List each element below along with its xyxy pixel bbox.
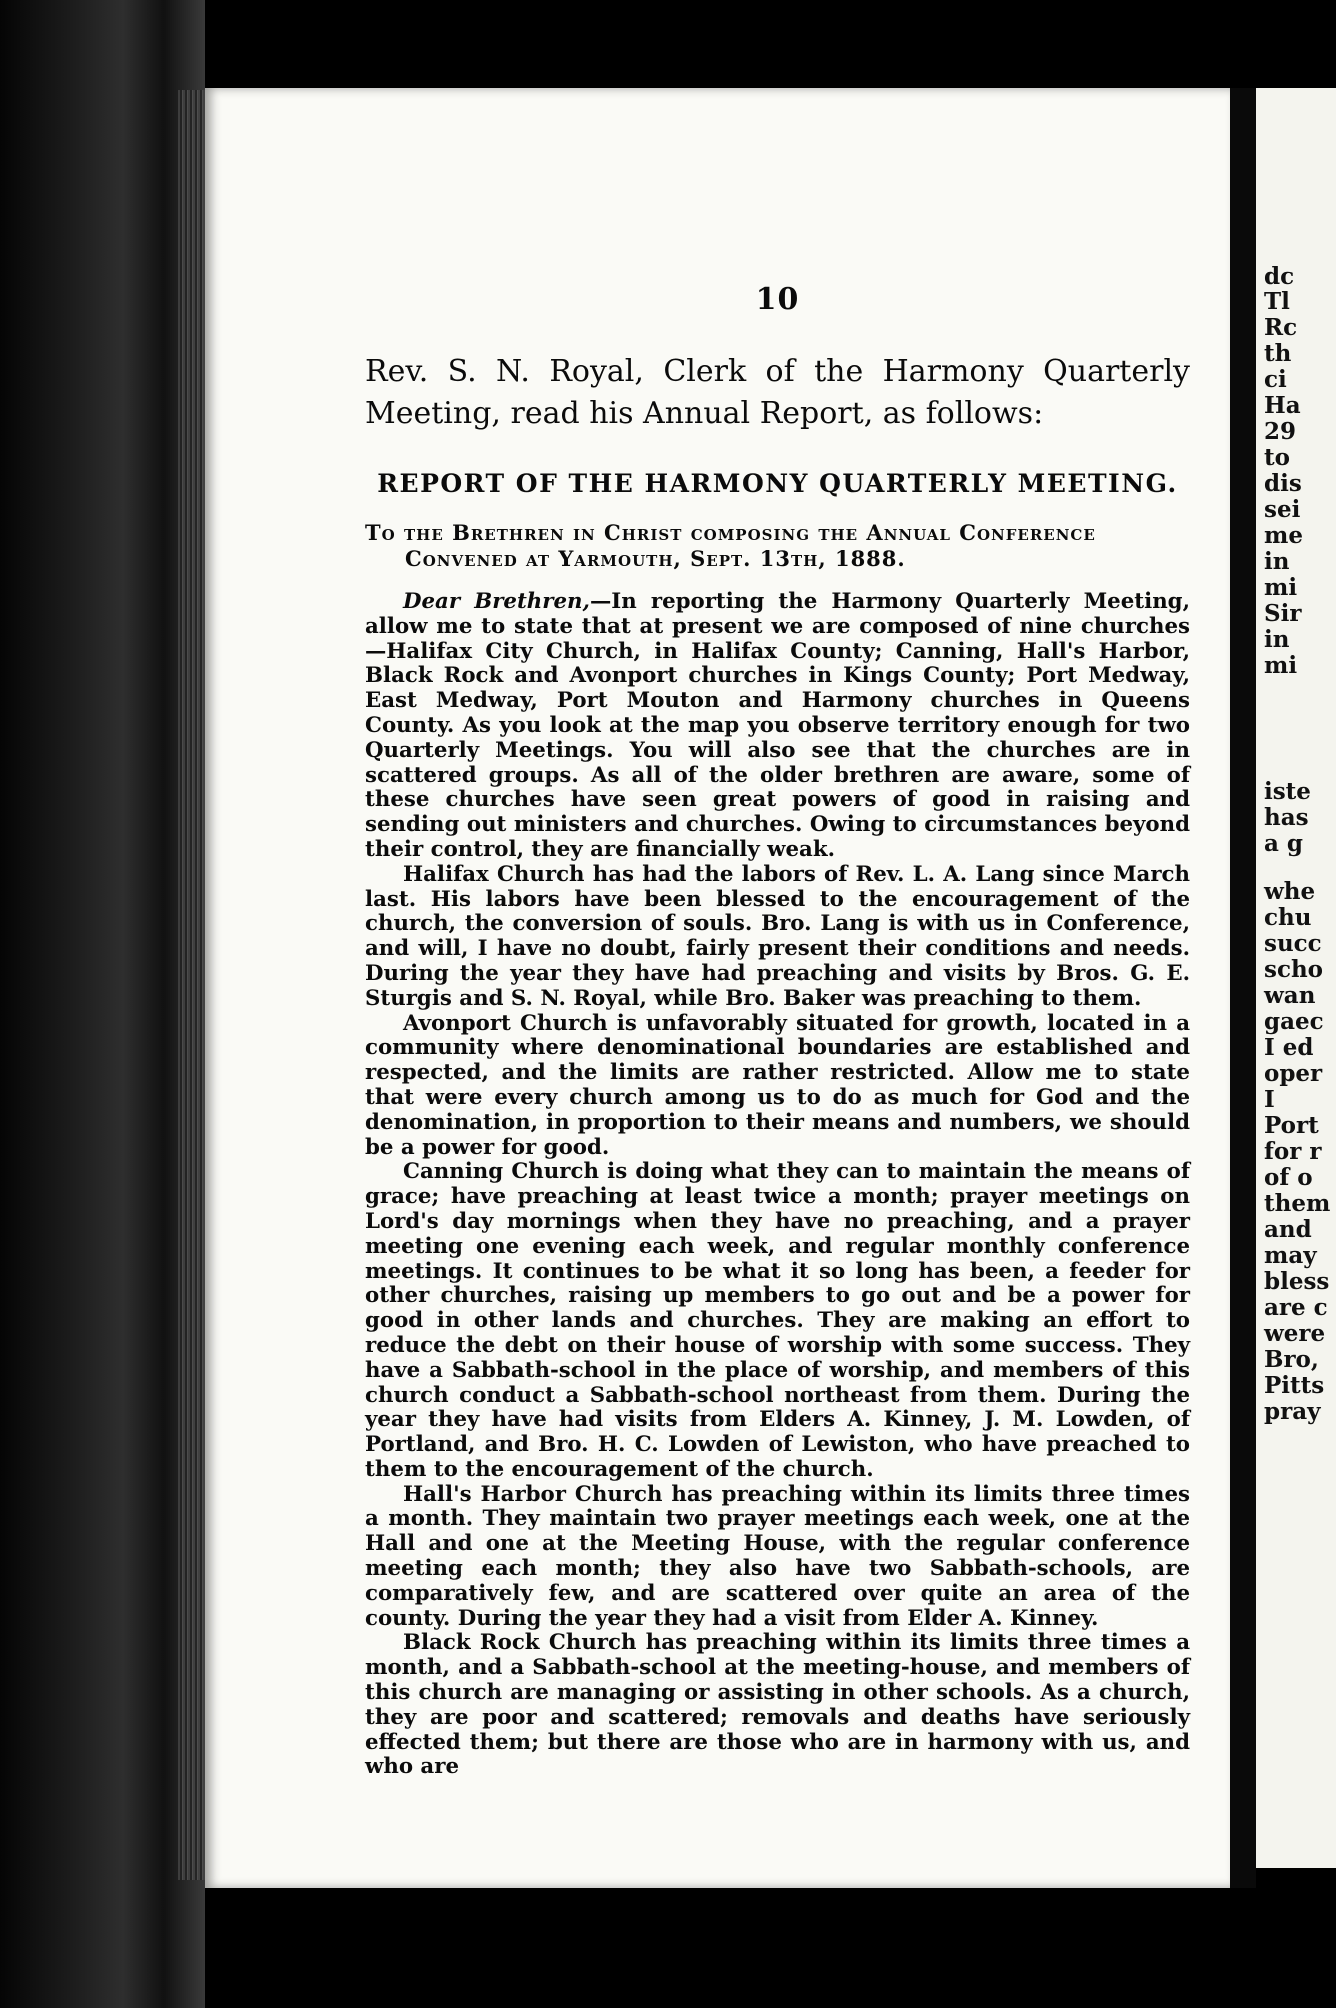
fragment-text: were [1264, 1320, 1326, 1347]
intro-paragraph: Rev. S. N. Royal, Clerk of the Harmony Quarterly Meeting, read his Annual Report, as follows: [365, 354, 1190, 431]
fragment-text: scho [1264, 956, 1324, 983]
fragment-text: 29 [1264, 418, 1297, 445]
fragment-text: to [1264, 444, 1290, 471]
fragment-text: in [1264, 548, 1290, 575]
fragment-text: mi [1264, 652, 1298, 679]
fragment-text: Port [1264, 1112, 1319, 1139]
fragment-text: Rc [1264, 314, 1298, 341]
page-edges [178, 90, 208, 1880]
paragraph: Halifax Church has had the labors of Rev. L. A. Lang since March last. His labors have been blessed to the encouragement of the church, the conversion of souls. Bro. Lang is with us in Conference, and will, I have no doubt, fairly present their conditions and needs. During the year they have had preaching and visits by Bros. G. E. Sturgis and S. N. Royal, while Bro. Baker was preaching to them. [365, 861, 1190, 1011]
right-page-fragment [1256, 88, 1336, 1868]
fragment-text: chu [1264, 904, 1312, 931]
fragment-text: Bro, [1264, 1346, 1319, 1373]
fragment-text: in [1264, 626, 1290, 653]
paragraph: Black Rock Church has preaching within its limits three times a month, and a Sabbath-school at the meeting-house, and members of this church are managing or assisting in other schools. As a church, they are poor and scattered; removals and deaths have seriously effected them; but there are those who are in harmony with us, and who are [365, 1630, 1190, 1780]
fragment-text: me [1264, 522, 1303, 549]
paragraph: Canning Church is doing what they can to maintain the means of grace; have preaching at least twice a month; prayer meetings on Lord's day mornings when they have no preaching, and a prayer meeting one evening each week, and regular monthly conference meetings. It continues to be what it so long has been, a feeder for other churches, raising up members to go out and be a power for good in other lands and churches. They are making an effort to reduce the debt on their house of worship with some success. They have a Sabbath-school in the place of worship, and members of this church conduct a Sabbath-school northeast from them. During the year they have had visits from Elders A. Kinney, J. M. Lowden, of Portland, and Bro. H. C. Lowden of Lewiston, who have preached to them to the encouragement of the church. [365, 1159, 1190, 1482]
fragment-text: wan [1264, 982, 1316, 1009]
fragment-text: Tl [1264, 288, 1290, 315]
fragment-text: bless [1264, 1268, 1330, 1295]
fragment-text: I [1264, 1086, 1275, 1113]
fragment-text: are c [1264, 1294, 1328, 1321]
fragment-text: them [1264, 1190, 1331, 1217]
book-gutter [1230, 88, 1256, 1888]
fragment-text: gaec [1264, 1008, 1324, 1035]
book-spine [0, 0, 205, 2008]
fragment-text: and [1264, 1216, 1312, 1243]
paragraph-text: —In reporting the Harmony Quarterly Meeting, allow me to state that at present we are composed of nine churches—Halifax City Church, in Halifax County; Canning, Hall's Harbor, Black Rock and Avonport churches in Kings County; Port Medway, East Medway, Port Mouton and Harmony churches in Queens County. As you look at the map you observe territory enough for two Quarterly Meetings. You will also see that the churches are in scattered groups. As all of the older brethren are aware, some of these churches have seen great powers of good in raising and sending out ministers and churches. Owing to circumstances beyond their control, they are financially weak. [365, 589, 1190, 862]
fragment-text: iste [1264, 778, 1311, 805]
fragment-text: oper [1264, 1060, 1323, 1087]
address-block [365, 520, 1190, 572]
fragment-text: a g [1264, 830, 1303, 857]
fragment-text: Pitts [1264, 1372, 1325, 1399]
paragraph: Avonport Church is unfavorably situated for growth, located in a community where denominational boundaries are established and respected, and the limits are rather restricted. Allow me to state that were every church among us to do as much for God and the denomination, in proportion to their means and numbers, we should be a power for good. [365, 1010, 1190, 1160]
fragment-text: pray [1264, 1398, 1321, 1425]
fragment-text: Ha [1264, 392, 1301, 419]
fragment-text: of o [1264, 1164, 1313, 1191]
address-line-2: Convened at Yarmouth, Sept. 13th, 1888. [405, 546, 906, 571]
page-content [365, 282, 1190, 1780]
report-title: REPORT OF THE HARMONY QUARTERLY MEETING. [377, 469, 1178, 498]
page-number: 10 [755, 282, 800, 317]
paragraph [365, 590, 1190, 863]
fragment-text: ci [1264, 366, 1287, 393]
paragraph: Hall's Harbor Church has preaching within its limits three times a month. They maintain two prayer meetings each week, one at the Hall and one at the Meeting House, with the regular conference meeting each month; they also have two Sabbath-schools, are comparatively few, and are scattered over quite an area of the county. During the year they had a visit from Elder A. Kinney. [365, 1481, 1190, 1631]
fragment-text: has [1264, 804, 1309, 831]
fragment-text: may [1264, 1242, 1317, 1269]
fragment-text: whe [1264, 878, 1316, 905]
fragment-text: th [1264, 340, 1292, 367]
fragment-text: sei [1264, 496, 1301, 523]
address-line-1: To the Brethren in Christ composing the Annual Conference [365, 520, 1096, 545]
fragment-text: dc [1264, 263, 1295, 290]
fragment-text: succ [1264, 930, 1322, 957]
salutation: Dear Brethren, [403, 589, 590, 614]
fragment-text: mi [1264, 574, 1298, 601]
fragment-text: dis [1264, 470, 1302, 497]
fragment-text: Sir [1264, 600, 1302, 627]
fragment-text: for r [1264, 1138, 1322, 1165]
fragment-text: I ed [1264, 1034, 1314, 1061]
